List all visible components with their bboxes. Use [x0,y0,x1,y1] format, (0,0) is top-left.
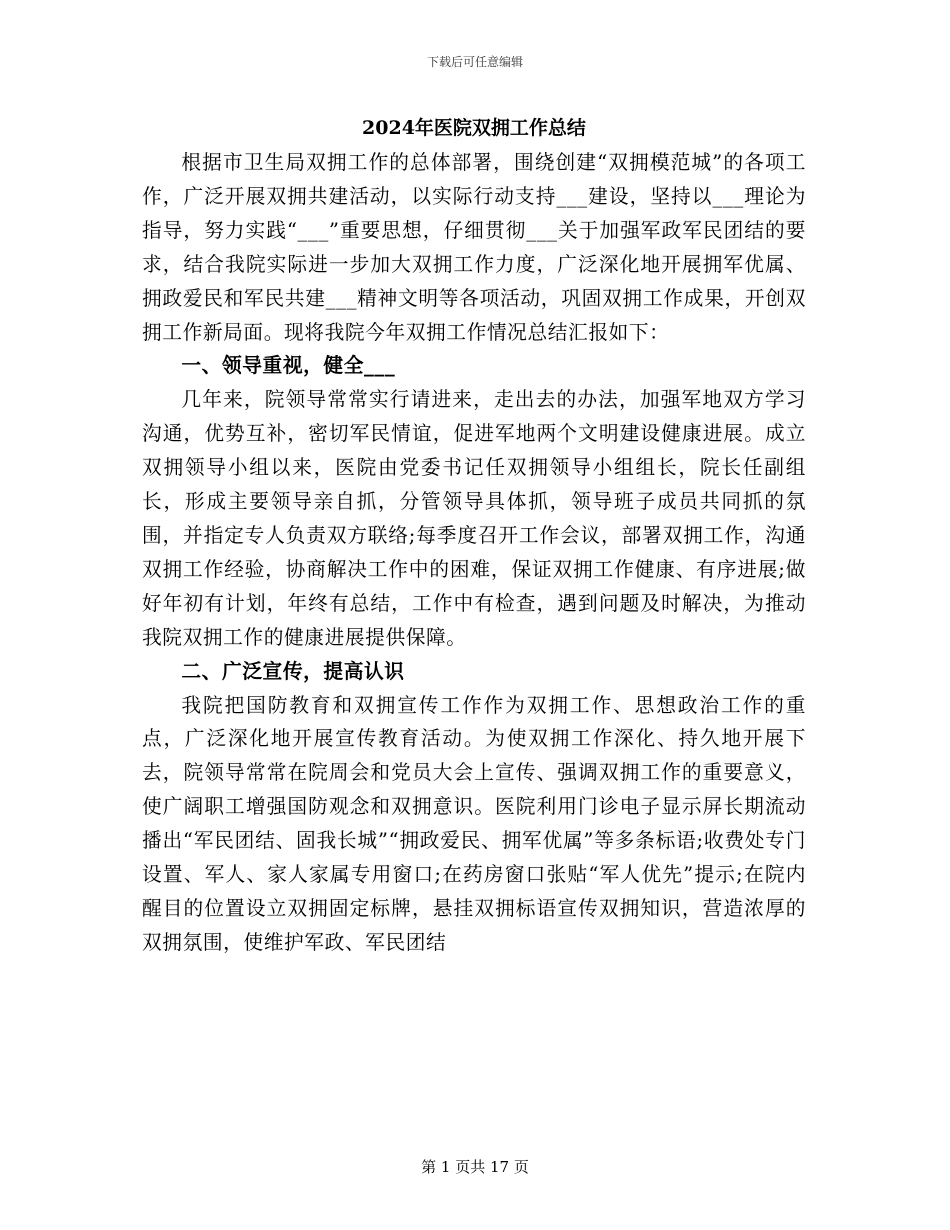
section-2-heading: 二、广泛宣传，提高认识 [181,659,405,683]
section-1-paragraph: 几年来，院领导常常实行请进来，走出去的办法，加强军地双方学习沟通，优势互补，密切军民情谊，促进军地两个文明建设健康进展。成立双拥领导小组以来，医院由党委书记任双拥领导小组组长，院长任副组长，形成主要领导亲自抓，分管领导具体抓，领导班子成员共同抓的氛围，并指定专人负责双方联络;每季度召开工作会议，部署双拥工作，沟通双拥工作经验，协商解决工作中的困难，保证双拥工作健康、有序进展;做好年初有计划，年终有总结，工作中有检查，遇到问题及时解决，为推动我院双拥工作的健康进展提供保障。 [142,388,806,649]
section-1-heading: 一、领导重视，健全___ [181,354,396,378]
intro-paragraph: 根据市卫生局双拥工作的总体部署，围绕创建“双拥模范城”的各项工作，广泛开展双拥共建活动，以实际行动支持___建设，坚持以___理论为指导，努力实践“___”重要思想，仔细贯彻___关于加强军政军民团结的要求，结合我院实际进一步加大双拥工作力度，广泛深化地开展拥军优属、拥政爱民和军民共建___精神文明等各项活动，巩固双拥工作成果，开创双拥工作新局面。现将我院今年双拥工作情况总结汇报如下： [142,151,806,344]
page-number: 第 1 页共 17 页 [421,1158,529,1176]
section-2-paragraph: 我院把国防教育和双拥宣传工作作为双拥工作、思想政治工作的重点，广泛深化地开展宣传教育活动。为使双拥工作深化、持久地开展下去，院领导常常在院周会和党员大会上宣传、强调双拥工作的重要意义，使广阔职工增强国防观念和双拥意识。医院利用门诊电子显示屏长期流动播出“军民团结、固我长城”“拥政爱民、拥军优属”等多条标语;收费处专门设置、军人、家人家属专用窗口;在药房窗口张贴“军人优先”提示;在院内醒目的位置设立双拥固定标牌，悬挂双拥标语宣传双拥知识，营造浓厚的双拥氛围，使维护军政、军民团结 [142,693,806,954]
document-title: 2024年医院双拥工作总结 [362,117,586,139]
document-body [142,110,806,960]
page-header-note: 下载后可任意编辑 [426,55,523,69]
